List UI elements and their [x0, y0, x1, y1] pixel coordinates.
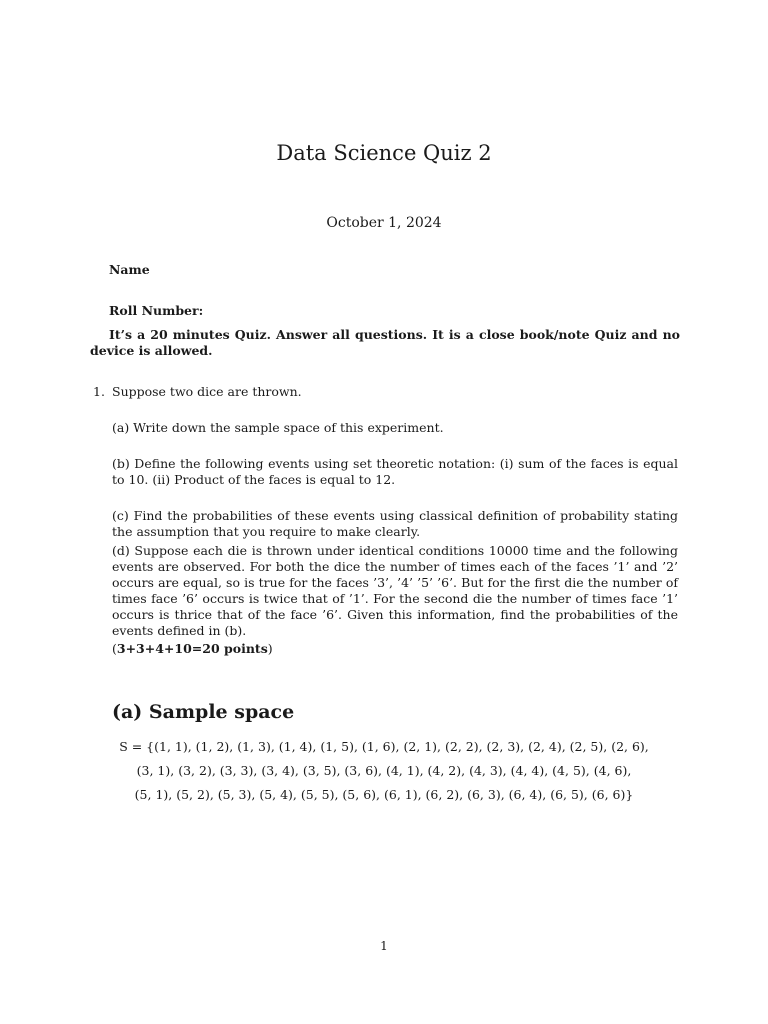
roll-number-label: Roll Number: [109, 303, 204, 318]
question-part-c: (c) Find the probabilities of these events using classical definition of probability stating the assumption that you require to make clearly. [112, 508, 678, 539]
document-date: October 1, 2024 [326, 215, 442, 231]
points-total: 3+3+4+10=20 points [116, 641, 268, 656]
points-summary: (3+3+4+10=20 points) [112, 641, 273, 656]
section-heading: (a) Sample space [112, 701, 295, 723]
sample-space-line-3: (5, 1), (5, 2), (5, 3), (5, 4), (5, 5), (5, 6), (6, 1), (6, 2), (6, 3), (6, 4), (6, 5), (6, 6)} [134, 787, 634, 802]
question-part-a: (a) Write down the sample space of this experiment. [112, 420, 444, 435]
document-title: Data Science Quiz 2 [276, 141, 492, 165]
page-number: 1 [380, 939, 388, 953]
question-part-b: (b) Define the following events using set theoretic notation: (i) sum of the faces is equal to 10. (ii) Product of the faces is equal to 12. [112, 456, 678, 487]
question-text: Suppose two dice are thrown. [112, 384, 302, 399]
question-part-d: (d) Suppose each die is thrown under identical conditions 10000 time and the following events are observed. For both the dice the number of times each of the faces ’1’ and ’2’ occurs are equal, so is true for the faces ’3’, ’4’ ’5’ ’6’. But for the first die the number of times face ’6’ occurs is twice that of ’1’. For the second die the number of times face ’1’ occurs is thrice that of the face ’6’. Given this information, find the probabilities of the events defined in (b). [112, 543, 678, 638]
name-label: Name [109, 262, 150, 277]
sample-space-line-2: (3, 1), (3, 2), (3, 3), (3, 4), (3, 5), (3, 6), (4, 1), (4, 2), (4, 3), (4, 4), (4, 5), (4, 6), [136, 763, 632, 778]
question-number: 1. [93, 384, 105, 399]
sample-space-line-1: S = {(1, 1), (1, 2), (1, 3), (1, 4), (1, 5), (1, 6), (2, 1), (2, 2), (2, 3), (2, 4), (2, 5), (2, 6), [119, 739, 649, 754]
quiz-instructions: It’s a 20 minutes Quiz. Answer all questions. It is a close book/note Quiz and no device is allowed. [90, 327, 680, 358]
